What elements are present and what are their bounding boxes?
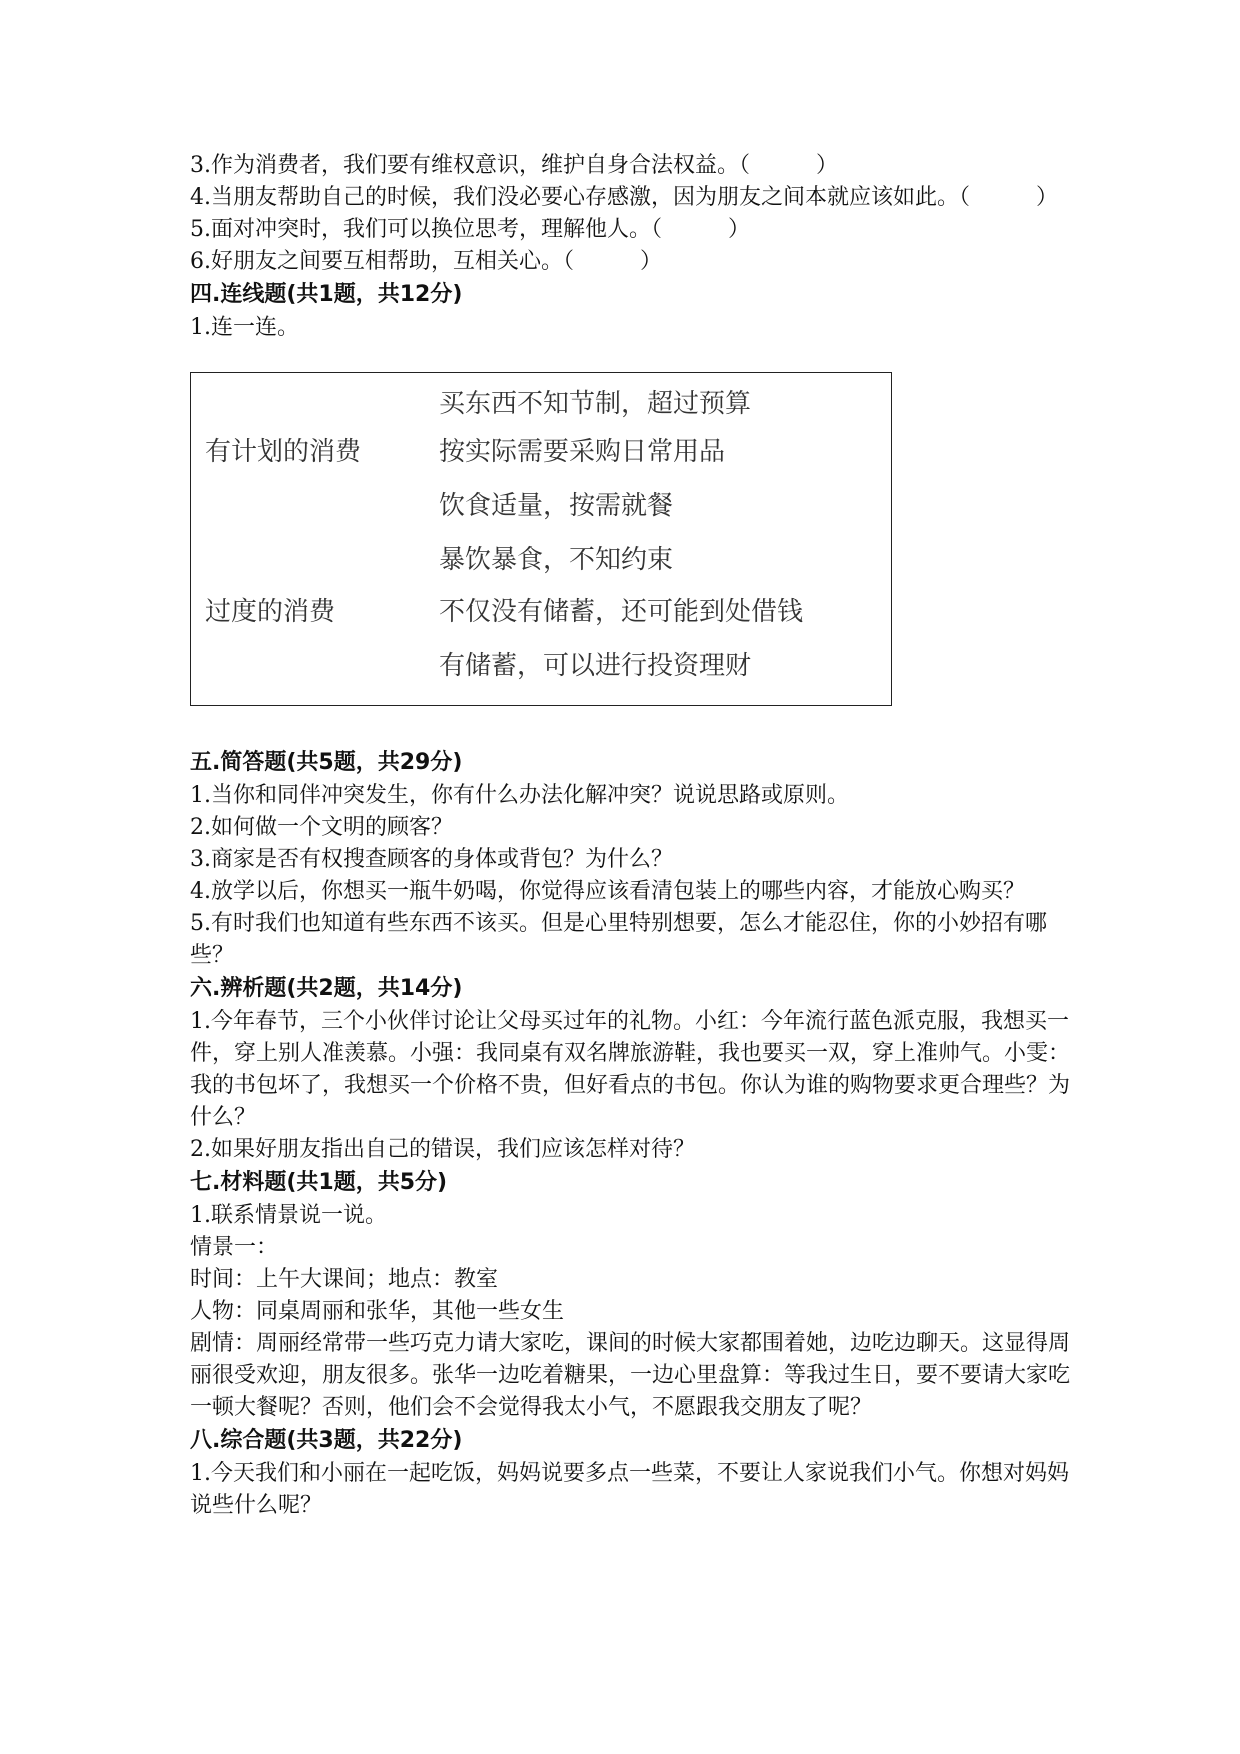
section-heading-matching: 四.连线题(共1题，共12分) bbox=[190, 282, 463, 307]
section-heading-material: 七.材料题(共1题，共5分) bbox=[190, 1170, 448, 1195]
question-item: 3.商家是否有权搜查顾客的身体或背包？为什么？ bbox=[190, 847, 673, 872]
section-heading-short-answer: 五.简答题(共5题，共29分) bbox=[190, 750, 463, 775]
material-line: 情景一： bbox=[190, 1235, 279, 1260]
question-item: 1.今天我们和小丽在一起吃饭，妈妈说要多点一些菜，不要让人家说我们小气。你想对妈妈说些什么呢？ bbox=[190, 1461, 1069, 1518]
question-item: 2.如何做一个文明的顾客？ bbox=[190, 815, 453, 840]
match-left-item[interactable]: 过度的消费 bbox=[205, 597, 336, 627]
material-line: 1.联系情景说一说。 bbox=[190, 1203, 387, 1228]
judgement-item: 5.面对冲突时，我们可以换位思考，理解他人。（ ） bbox=[190, 217, 750, 242]
judgement-item: 6.好朋友之间要互相帮助，互相关心。（ ） bbox=[190, 249, 662, 274]
judgement-items bbox=[190, 150, 1070, 278]
matching-question: 1.连一连。 bbox=[190, 315, 299, 340]
judgement-item: 3.作为消费者，我们要有维权意识，维护自身合法权益。（ ） bbox=[190, 153, 838, 178]
question-item: 4.放学以后，你想买一瓶牛奶喝，你觉得应该看清包装上的哪些内容，才能放心购买？ bbox=[190, 879, 1025, 904]
question-item: 5.有时我们也知道有些东西不该买。但是心里特别想要，怎么才能忍住，你的小妙招有哪些？ bbox=[190, 911, 1047, 968]
judgement-item: 4.当朋友帮助自己的时候，我们没必要心存感激，因为朋友之间本就应该如此。（ ） bbox=[190, 185, 1058, 210]
matching-box bbox=[190, 372, 892, 706]
question-item: 2.如果好朋友指出自己的错误，我们应该怎样对待？ bbox=[190, 1137, 695, 1162]
match-left-item[interactable]: 有计划的消费 bbox=[205, 437, 362, 467]
match-right-item[interactable]: 暴饮暴食，不知约束 bbox=[439, 545, 674, 575]
question-item: 1.今年春节，三个小伙伴讨论让父母买过年的礼物。小红：今年流行蓝色派克服，我想买一件，穿上别人准羡慕。小强：我同桌有双名牌旅游鞋，我也要买一双，穿上准帅气。小雯：我的书包坏了，我想买一个价格不贵，但好看点的书包。你认为谁的购物要求更合理些？为什么？ bbox=[190, 1009, 1071, 1130]
match-right-item[interactable]: 买东西不知节制，超过预算 bbox=[439, 389, 752, 419]
material-line: 剧情：周丽经常带一些巧克力请大家吃，课间的时候大家都围着她，边吃边聊天。这显得周丽很受欢迎，朋友很多。张华一边吃着糖果，一边心里盘算：等我过生日，要不要请大家吃一顿大餐呢？否则，他们会不会觉得我太小气，不愿跟我交朋友了呢？ bbox=[190, 1331, 1071, 1420]
match-right-item[interactable]: 饮食适量，按需就餐 bbox=[439, 491, 674, 521]
question-item: 1.当你和同伴冲突发生，你有什么办法化解冲突？说说思路或原则。 bbox=[190, 783, 849, 808]
match-right-item[interactable]: 有储蓄，可以进行投资理财 bbox=[439, 651, 752, 681]
match-right-item[interactable]: 不仅没有储蓄，还可能到处借钱 bbox=[439, 597, 804, 627]
material-line: 时间：上午大课间；地点：教室 bbox=[190, 1267, 499, 1292]
section-heading-comprehensive: 八.综合题(共3题，共22分) bbox=[190, 1428, 463, 1453]
material-line: 人物：同桌周丽和张华，其他一些女生 bbox=[190, 1299, 565, 1324]
exam-page bbox=[190, 150, 1070, 1522]
match-right-item[interactable]: 按实际需要采购日常用品 bbox=[439, 437, 726, 467]
section-heading-analysis: 六.辨析题(共2题，共14分) bbox=[190, 976, 463, 1001]
